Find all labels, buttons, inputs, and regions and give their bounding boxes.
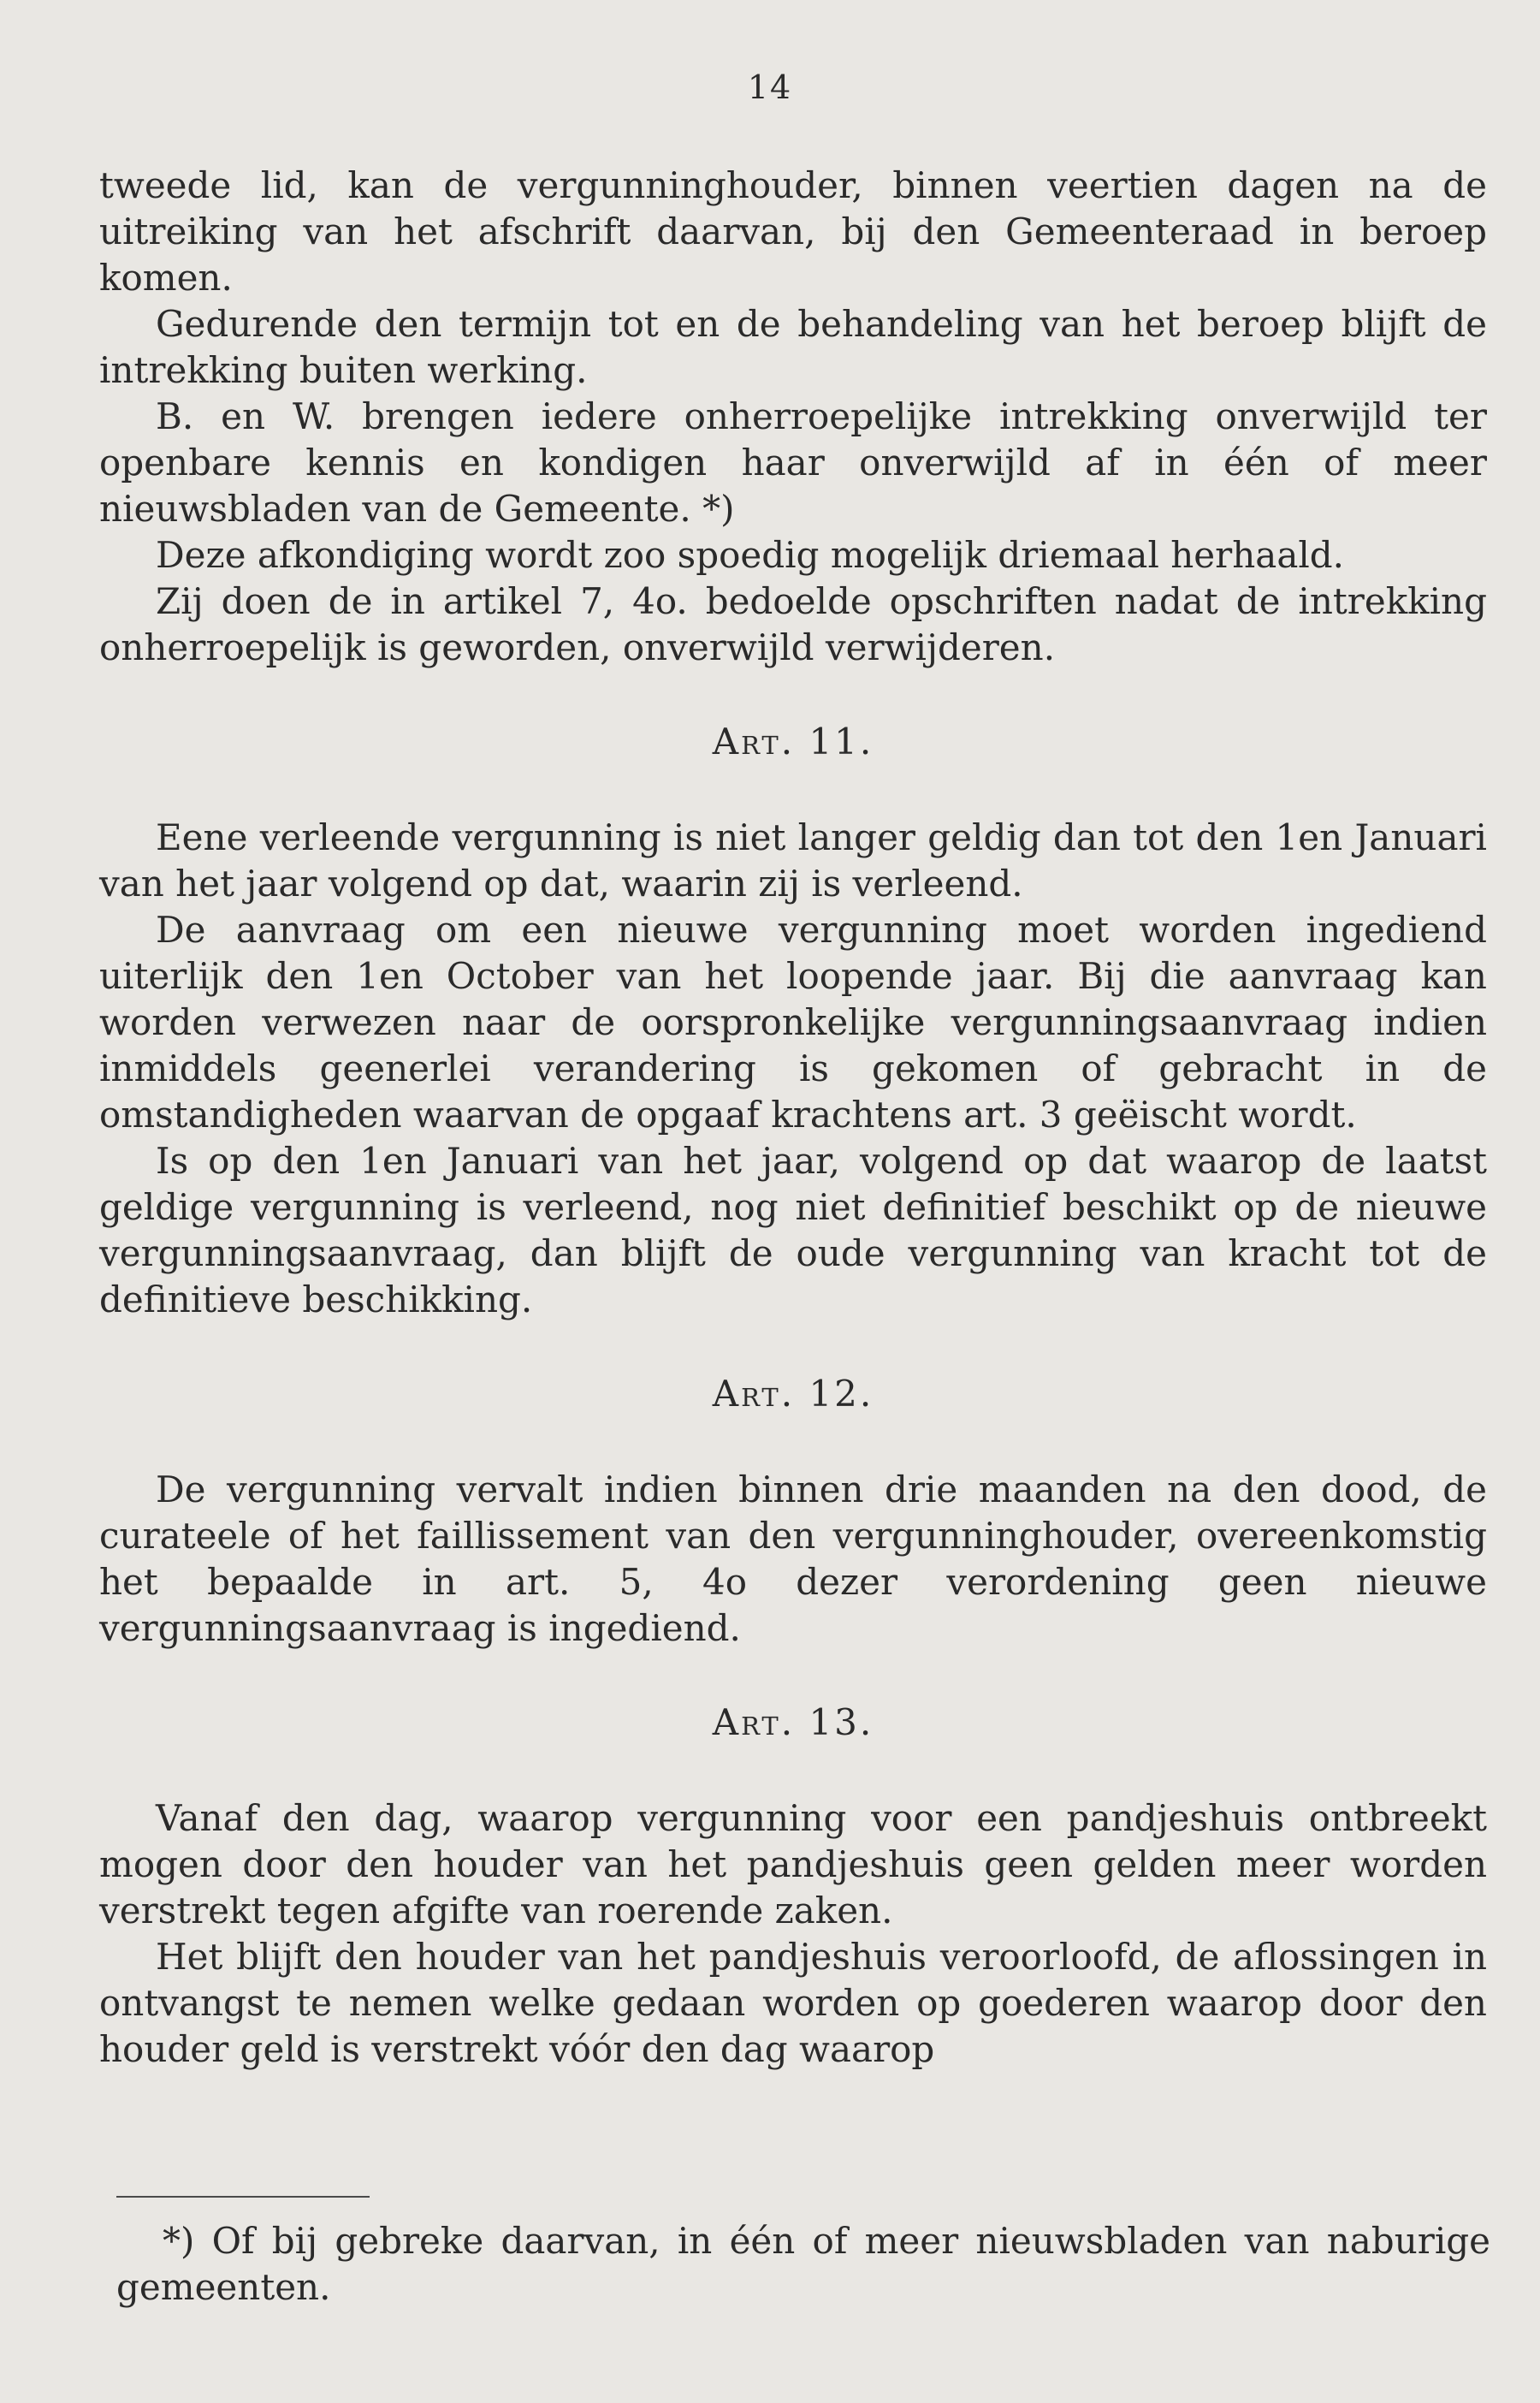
article-heading-11: Art. 11. <box>712 721 874 762</box>
paragraph: Het blijft den houder van het pandjeshuis veroorloofd, de aflossingen in ontvangst te nemen welke gedaan worden op goederen waarop door den houder geld is verstrekt vóór den dag waarop <box>99 1936 1487 2070</box>
paragraph-continuation: tweede lid, kan de vergunninghouder, binnen veertien dagen na de uitreiking van het afschrift daarvan, bij den Gemeenteraad in beroep komen. <box>99 164 1487 299</box>
article-heading-13: Art. 13. <box>712 1701 874 1743</box>
article-heading-12: Art. 12. <box>712 1373 874 1415</box>
footnote: *) Of bij gebreke daarvan, in één of meer nieuwsbladen van naburige gemeenten. <box>116 2220 1490 2308</box>
paragraph: De vergunning vervalt indien binnen drie maanden na den dood, de curateele of het faillissement van den vergunninghouder, overeenkomstig het bepaalde in art. 5, 4o dezer verordening geen nieuwe vergunningsaanvraag is ingediend. <box>99 1468 1487 1649</box>
paragraph: B. en W. brengen iedere onherroepelijke intrekking onverwijld ter openbare kennis en kondigen haar onverwijld af in één of meer nieuwsbladen van de Gemeente. *) <box>99 395 1487 530</box>
paragraph: Deze afkondiging wordt zoo spoedig mogelijk driemaal herhaald. <box>156 534 1345 576</box>
page-body <box>99 163 1487 2073</box>
paragraph: Gedurende den termijn tot en de behandeling van het beroep blijft de intrekking buiten werking. <box>99 303 1487 391</box>
paragraph: Vanaf den dag, waarop vergunning voor een pandjeshuis ontbreekt mogen door den houder van het pandjeshuis geen gelden meer worden verstrekt tegen afgifte van roerende zaken. <box>99 1797 1487 1931</box>
paragraph: Is op den 1en Januari van het jaar, volgend op dat waarop de laatst geldige vergunning is verleend, nog niet definitief beschikt op de nieuwe vergunningsaanvraag, dan blijft de oude vergunning van kracht tot de definitieve beschikking. <box>99 1140 1487 1320</box>
paragraph: Eene verleende vergunning is niet langer geldig dan tot den 1en Januari van het jaar volgend op dat, waarin zij is verleend. <box>99 816 1487 905</box>
paragraph: De aanvraag om een nieuwe vergunning moet worden ingediend uiterlijk den 1en October van het loopende jaar. Bij die aanvraag kan worden verwezen naar de oorspronkelijke vergunningsaanvraag indien inmiddels geenerlei verandering is gekomen of gebracht in de omstandigheden waarvan de opgaaf krachtens art. 3 geëischt wordt. <box>99 909 1487 1136</box>
footnote-divider <box>116 2196 370 2198</box>
page-number: 14 <box>747 68 793 106</box>
paragraph: Zij doen de in artikel 7, 4o. bedoelde opschriften nadat de intrekking onherroepelijk is geworden, onverwijld verwijderen. <box>99 580 1487 668</box>
